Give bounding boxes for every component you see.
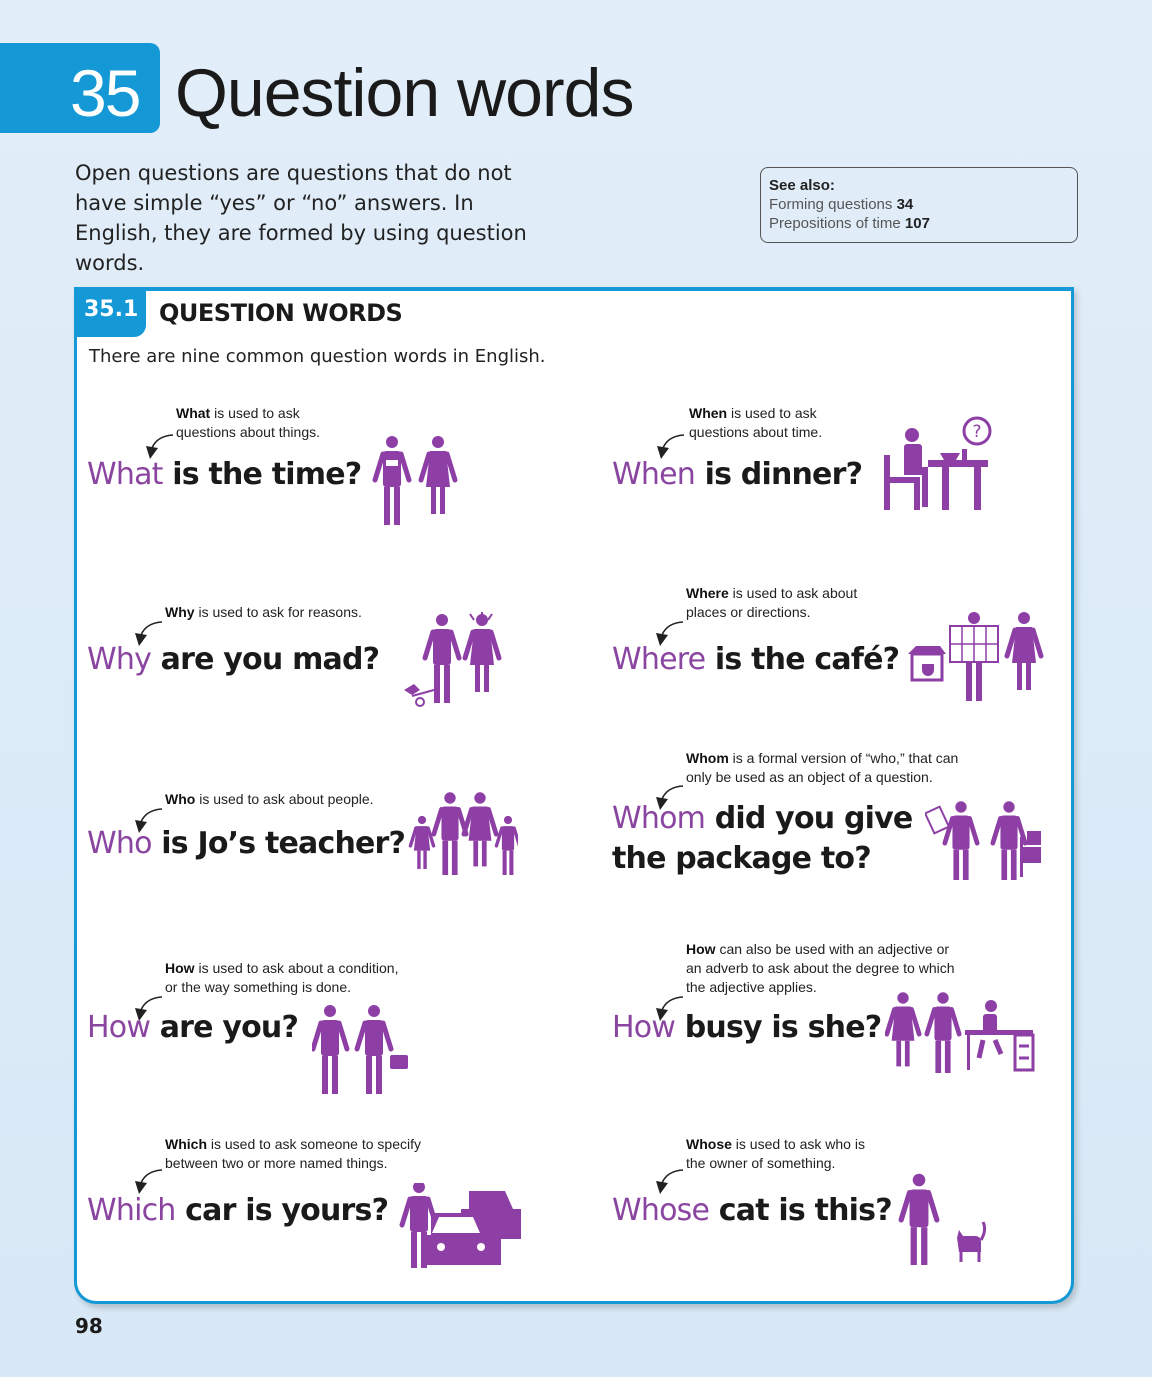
question-word: Whom: [612, 801, 706, 836]
person-and-cat-icon: [895, 1170, 995, 1265]
see-also-ref[interactable]: [769, 214, 1069, 233]
note-keyword: How: [686, 941, 716, 957]
usage-note: [165, 1135, 421, 1173]
usage-note: [686, 940, 955, 997]
svg-text:?: ?: [972, 422, 982, 442]
note-text: the adjective applies.: [686, 979, 817, 995]
usage-note: [686, 749, 958, 787]
note-text: between two or more named things.: [165, 1155, 388, 1171]
question-rest: are you mad?: [151, 642, 380, 677]
section-tab: [74, 287, 146, 337]
usage-note: [689, 404, 822, 442]
example-question: [612, 799, 912, 879]
note-keyword: Whose: [686, 1136, 732, 1152]
note-text: questions about time.: [689, 424, 823, 440]
note-text: can also be used with an adjective or: [715, 941, 950, 957]
example-question: [87, 455, 361, 495]
ref-label: Forming questions: [769, 196, 893, 213]
note-keyword: Where: [686, 585, 729, 601]
example-question: [87, 640, 379, 680]
note-text: is used to ask: [727, 405, 817, 421]
note-text: is a formal version of “who,” that can: [728, 750, 959, 766]
usage-note: [165, 959, 398, 997]
two-people-watch-icon: [370, 432, 462, 527]
person-eating-at-table-icon: [882, 415, 992, 512]
note-keyword: Whom: [686, 750, 729, 766]
note-keyword: How: [165, 960, 195, 976]
example-question: [87, 1191, 388, 1231]
example-question: [612, 1191, 892, 1231]
busy-office-worker-icon: [885, 990, 1035, 1073]
note-text: is used to ask about: [728, 585, 858, 601]
handshake-icon: [312, 1005, 412, 1095]
note-text: is used to ask who is: [731, 1136, 865, 1152]
example-question: [87, 1008, 298, 1048]
note-text: is used to ask about people.: [195, 791, 374, 807]
question-rest: is the time?: [162, 457, 362, 492]
ref-label: Prepositions of time: [769, 215, 901, 232]
family-icon: [408, 790, 518, 875]
people-with-map-cafe-icon: [906, 610, 1061, 710]
see-also-heading: See also:: [769, 177, 835, 194]
section-number: 35.1: [84, 297, 139, 322]
question-word: When: [612, 457, 695, 492]
note-text: is used to ask: [210, 405, 300, 421]
page-number: 98: [75, 1314, 103, 1338]
note-keyword: Which: [165, 1136, 207, 1152]
note-text: places or directions.: [686, 604, 811, 620]
usage-note: [686, 1135, 865, 1173]
note-text: is used to ask about a condition,: [194, 960, 399, 976]
question-word: Why: [87, 642, 152, 677]
question-rest: is the café?: [705, 642, 900, 677]
intro-text: Open questions are questions that do not have simple “yes” or “no” answers. In English, they are formed by using question words.: [75, 161, 527, 275]
angry-couple-broken-toy-icon: [392, 612, 502, 707]
question-word: Which: [87, 1193, 176, 1228]
question-word: How: [87, 1010, 151, 1045]
question-rest: is Jo’s teacher?: [151, 826, 406, 861]
question-word: Who: [87, 826, 152, 861]
question-word: Whose: [612, 1193, 710, 1228]
note-text: an adverb to ask about the degree to which: [686, 960, 955, 976]
chapter-number: 35: [70, 56, 140, 130]
example-question: [612, 640, 899, 680]
see-also-box: [760, 167, 1078, 243]
usage-note: [176, 404, 320, 442]
question-rest: the package to?: [612, 841, 871, 876]
question-rest: are you?: [150, 1010, 299, 1045]
question-word: Where: [612, 642, 706, 677]
ref-page: 34: [896, 196, 914, 213]
note-text: or the way something is done.: [165, 979, 351, 995]
example-question: [612, 1008, 881, 1048]
note-keyword: What: [176, 405, 211, 421]
chapter-title: Question words: [175, 55, 634, 131]
section-description: There are nine common question words in English.: [89, 346, 546, 367]
delivery-workers-icon: [925, 797, 1050, 880]
example-question: [612, 455, 862, 495]
question-rest: did you give: [705, 801, 913, 836]
note-keyword: Why: [165, 604, 195, 620]
see-also-ref[interactable]: [769, 195, 1069, 214]
note-text: questions about things.: [176, 424, 320, 440]
section-title: QUESTION WORDS: [159, 299, 403, 327]
note-text: is used to ask someone to specify: [207, 1136, 421, 1152]
note-text: is used to ask for reasons.: [194, 604, 362, 620]
question-rest: car is yours?: [175, 1193, 389, 1228]
note-text: only be used as an object of a question.: [686, 769, 933, 785]
person-with-cars-icon: [397, 1183, 537, 1268]
question-rest: busy is she?: [675, 1010, 882, 1045]
ref-page: 107: [904, 215, 930, 232]
usage-note: [686, 584, 857, 622]
note-text: the owner of something.: [686, 1155, 836, 1171]
usage-note: [165, 790, 374, 809]
note-keyword: When: [689, 405, 728, 421]
usage-note: [165, 603, 362, 622]
example-question: [87, 824, 405, 864]
question-word: How: [612, 1010, 676, 1045]
question-word: What: [87, 457, 163, 492]
question-rest: is dinner?: [694, 457, 863, 492]
note-keyword: Who: [165, 791, 196, 807]
question-rest: cat is this?: [709, 1193, 892, 1228]
